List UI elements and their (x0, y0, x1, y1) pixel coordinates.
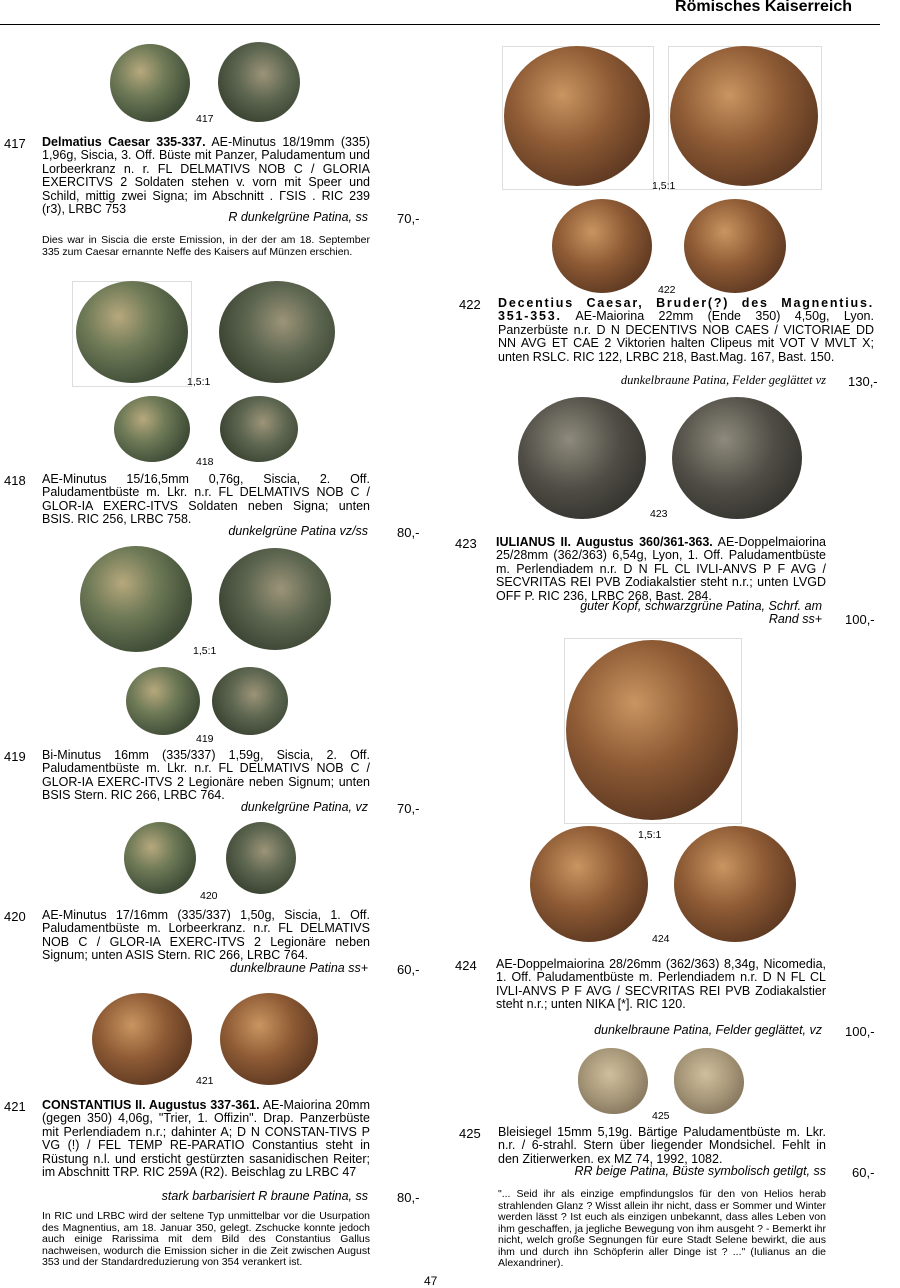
coin-reverse-image (672, 397, 802, 519)
lot-price: 80,- (397, 1190, 420, 1205)
lot-condition: RR beige Patina, Büste symbolisch getilgt, ss (574, 1164, 826, 1178)
lot-number: 417 (4, 136, 26, 151)
lot-number: 420 (4, 909, 26, 924)
image-tag: 418 (196, 456, 214, 468)
lot-condition: dunkelbraune Patina, Felder geglättet, vz (594, 1023, 822, 1037)
scale-tag: 1,5:1 (652, 180, 676, 192)
coin-reverse-image (212, 667, 288, 735)
lot-price: 100,- (845, 1024, 875, 1039)
lot-condition: stark barbarisiert R braune Patina, ss (161, 1189, 368, 1203)
coin-obverse-image (530, 826, 648, 942)
lot-number: 423 (455, 536, 477, 551)
coin-reverse-image (219, 548, 331, 650)
lot-condition: dunkelgrüne Patina, vz (240, 800, 368, 814)
image-tag: 424 (652, 933, 670, 945)
lot-condition: guter Kopf, schwarzgrüne Patina, Schrf. am Rand ss+ (580, 599, 822, 627)
lot-title: CONSTANTIUS II. Augustus 337-361. (42, 1098, 260, 1112)
lot-text: AE-Minutus 15/16,5mm 0,76g, Siscia, 2. Off. Paludamentbüste m. Lkr. n.r. FL DELMATIVS NOB C / GLOR-IA EXERC-ITVS Soldaten neben Signa; unten BSIS. RIC 256, LRBC 758. (42, 472, 370, 527)
coin-obverse-image (76, 281, 188, 383)
lot-description (498, 297, 874, 364)
scale-tag: 1,5:1 (638, 829, 662, 841)
lot-number: 424 (455, 958, 477, 973)
lot-note: Dies war in Siscia die erste Emission, in der der am 18. September 335 zum Caesar ernannte Neffe des Kaisers auf Münzen erschien. (42, 234, 370, 258)
seal-obverse-image (578, 1048, 648, 1114)
coin-obverse-image (126, 667, 200, 735)
lot-text: AE-Minutus 18/19mm (335) 1,96g, Siscia, 3. Off. Büste mit Panzer, Paludamentum und Lorbeerkranz n. r. FL DELMATIVS NOB C / GLORIA EXERCITVS 2 Soldaten stehen v. vorn mit Speer und Schild, mittig zwei Signa; im Abschnitt . ΓSIS . RIC 239 (r3), LRBC 753 (42, 135, 371, 217)
section-title: Römisches Kaiserreich (675, 0, 852, 15)
coin-obverse-image (110, 44, 190, 122)
lot-number: 422 (459, 297, 481, 312)
lot-price: 100,- (845, 612, 875, 627)
lot-price: 130,- (848, 374, 878, 389)
coin-reverse-image (674, 826, 796, 942)
lot-number: 419 (4, 749, 26, 764)
lot-text: AE-Maiorina 20mm (gegen 350) 4,06g, "Trier, 1. Offizin". Drap. Panzerbüste mit Perlendiadem n.r.; dahinter A; D N CONSTAN-TIVS P VG (!) / FEL TEMP RE-PARATIO Constantius steht in Rüstung n.l. und ersticht gestürzten sasanidischen Reiter; im Abschnitt TRP. RIC 259A (R2). Beischlag zu LRBC 47 (42, 1098, 370, 1180)
coin-reverse-image (226, 822, 296, 894)
lot-title: Delmatius Caesar 335-337. (42, 135, 206, 149)
image-tag: 423 (650, 508, 668, 520)
coin-obverse-image (518, 397, 646, 519)
lot-text: AE-Maiorina 22mm (Ende 350) 4,50g, Lyon. Panzerbüste n.r. D N DECENTIVS NOB CAES / VICTORIAE DD NN AVG ET CAE 2 Viktorien halten Clipeus mit VOT V MVLT X; unten RSLC. RIC 122, LRBC 218, Bast.Mag. 167, Bast. 150. (498, 309, 874, 364)
lot-text: Bi-Minutus 16mm (335/337) 1,59g, Siscia, 2. Off. Paludamentbüste m. Lkr. n.r. FL DELMATIVS NOB C / GLOR-IA EXERC-ITVS 2 Legionäre neben Signum; unten BSIS Stern. RIC 266, LRBC 764. (42, 748, 370, 803)
lot-price: 80,- (397, 525, 420, 540)
lot-number: 421 (4, 1099, 26, 1114)
coin-obverse-image (504, 46, 650, 186)
lot-condition: dunkelbraune Patina ss+ (230, 961, 368, 975)
lot-condition: dunkelbraune Patina, Felder geglättet vz (620, 373, 826, 387)
lot-title: IULIANUS II. Augustus 360/361-363. (496, 535, 713, 549)
coin-reverse-image (218, 42, 300, 122)
image-tag: 419 (196, 733, 214, 745)
coin-obverse-image (80, 546, 192, 652)
lot-description (498, 1126, 826, 1166)
lot-text: Bleisiegel 15mm 5,19g. Bärtige Paludamentbüste m. Lkr. n.r. / 6-strahl. Stern über liegender Mondsichel. Fehlt in den Zitierwerken. ex MZ 74, 1992, 1082. (498, 1125, 826, 1166)
lot-number: 418 (4, 473, 26, 488)
lot-description (42, 473, 370, 527)
coin-reverse-image (219, 281, 335, 383)
coin-obverse-image (566, 640, 738, 820)
coin-reverse-image (670, 46, 818, 186)
lot-description (496, 958, 826, 1012)
lot-description (42, 909, 370, 963)
image-tag: 422 (658, 284, 676, 296)
lot-description (42, 749, 370, 803)
scale-tag: 1,5:1 (187, 376, 211, 388)
image-tag: 421 (196, 1075, 214, 1087)
lot-number: 425 (459, 1126, 481, 1141)
coin-reverse-image (684, 199, 786, 293)
lot-text: AE-Doppelmaiorina 25/28mm (362/363) 6,54g, Lyon, 1. Off. Paludamentbüste m. Perlendiadem n.r. D N FL CL IVLI-ANVS P F AVG / SECVRITAS REI PVB Zodiakalstier steht n.r.; unten LVGD OFF P. RIC 236, LRBC 268, Bast. 284. (496, 535, 826, 603)
lot-price: 60,- (397, 962, 420, 977)
coin-obverse-image (92, 993, 192, 1085)
coin-reverse-image (220, 993, 318, 1085)
coin-reverse-image (220, 396, 298, 462)
coin-obverse-image (552, 199, 652, 293)
image-tag: 417 (196, 113, 214, 125)
scale-tag: 1,5:1 (193, 645, 217, 657)
lot-note: "... Seid ihr als einzige empfindungslos für den von Helios herab strahlenden Glanz ? Wisst allein ihr nicht, dass er Sommer und Winter werden lässt ? Ist euch als einzigen unbekannt, dass alles Leben von ihm geschaffen, ja jegliche Bewegung von ihm ausgeht ? - Bemerkt ihr nicht, welch große Segnungen für eure Stadt Selene bewirkt, die aus ihm und durch ihn Schöpferin aller Dinge ist ? ..." (Iulianus an die Alexandriner). (498, 1188, 826, 1269)
lot-description (42, 1099, 370, 1179)
lot-price: 70,- (397, 801, 420, 816)
lot-text: AE-Doppelmaiorina 28/26mm (362/363) 8,34g, Nicomedia, 1. Off. Paludamentbüste m. Perlendiadem n.r. D N FL CL IVLI-ANVS P F AVG / SECVRITAS REI PVB Zodiakalstier steht n.r.; unten NIKA [*]. RIC 120. (496, 957, 826, 1012)
seal-reverse-image (674, 1048, 744, 1114)
lot-title: Decentius Caesar, Bruder(?) des Magnentius. 351-353. (498, 296, 874, 324)
coin-obverse-image (114, 396, 190, 462)
lot-text: AE-Minutus 17/16mm (335/337) 1,50g, Siscia, 1. Off. Paludamentbüste m. Lorbeerkranz. n.r. FL DELMATIVS NOB C / GLOR-IA EXERC-ITVS 2 Legionäre neben Signum; unten ASIS Stern. RIC 266, LRBC 764. (42, 908, 370, 963)
lot-description (42, 136, 370, 216)
image-tag: 425 (652, 1110, 670, 1122)
lot-price: 70,- (397, 211, 420, 226)
lot-price: 60,- (852, 1165, 875, 1180)
lot-condition: dunkelgrüne Patina vz/ss (228, 524, 368, 538)
page-header (0, 0, 880, 25)
coin-obverse-image (124, 822, 196, 894)
page-number: 47 (424, 1274, 438, 1288)
image-tag: 420 (200, 890, 218, 902)
lot-condition: R dunkelgrüne Patina, ss (228, 210, 368, 224)
lot-description (496, 536, 826, 603)
lot-note: In RIC und LRBC wird der seltene Typ unmittelbar vor die Usurpation des Magnentius, am 18. Januar 350, gelegt. Zschucke konnte jedoch auch einige Rarissima mit dem Bild des Constantius Gallus nachweisen, wodurch die Emission sicher in die Zeit zwischen August 353 und der Standardreduzierung von 354 verankert ist. (42, 1210, 370, 1268)
